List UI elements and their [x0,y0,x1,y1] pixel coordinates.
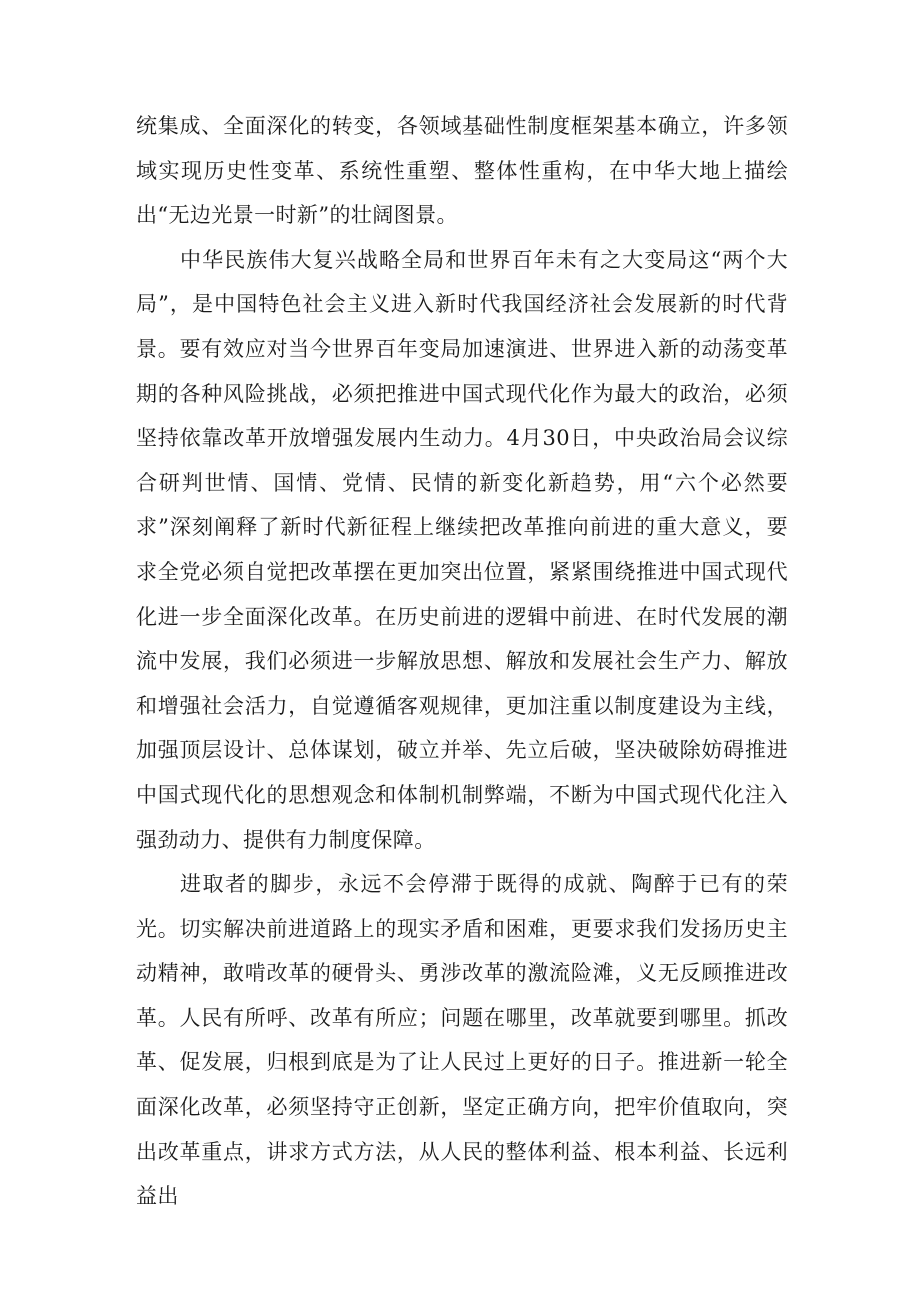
paragraph-1: 统集成、全面深化的转变，各领域基础性制度框架基本确立，许多领域实现历史性变革、系统性重塑、整体性重构，在中华大地上描绘出“无边光景一时新”的壮阔图景。 [136,114,788,228]
document-body [136,104,788,1219]
paragraph-2: 中华民族伟大复兴战略全局和世界百年未有之大变局这“两个大局”，是中国特色社会主义进入新时代我国经济社会发展新的时代背景。要有效应对当今世界百年变局加速演进、世界进入新的动荡变革期的各种风险挑战，必须把推进中国式现代化作为最大的政治，必须坚持依靠改革开放增强发展内生动力。4月30日，中央政治局会议综合研判世情、国情、党情、民情的新变化新趋势，用“六个必然要求”深刻阐释了新时代新征程上继续把改革推向前进的重大意义，要求全党必须自觉把改革摆在更加突出位置，紧紧围绕推进中国式现代化进一步全面深化改革。在历史前进的逻辑中前进、在时代发展的潮流中发展，我们必须进一步解放思想、解放和发展社会生产力、解放和增强社会活力，自觉遵循客观规律，更加注重以制度建设为主线，加强顶层设计、总体谋划，破立并举、先立后破，坚决破除妨碍推进中国式现代化的思想观念和体制机制弊端，不断为中国式现代化注入强劲动力、提供有力制度保障。 [136,247,788,852]
paragraph-3: 进取者的脚步，永远不会停滞于既得的成就、陶醉于已有的荣光。切实解决前进道路上的现实矛盾和困难，更要求我们发扬历史主动精神，敢啃改革的硬骨头、勇涉改革的激流险滩，义无反顾推进改革。人民有所呼、改革有所应；问题在哪里，改革就要到哪里。抓改革、促发展，归根到底是为了让人民过上更好的日子。推进新一轮全面深化改革，必须坚持守正创新，坚定正确方向，把牢价值取向，突出改革重点，讲求方式方法，从人民的整体利益、根本利益、长远利益出 [136,872,788,1209]
